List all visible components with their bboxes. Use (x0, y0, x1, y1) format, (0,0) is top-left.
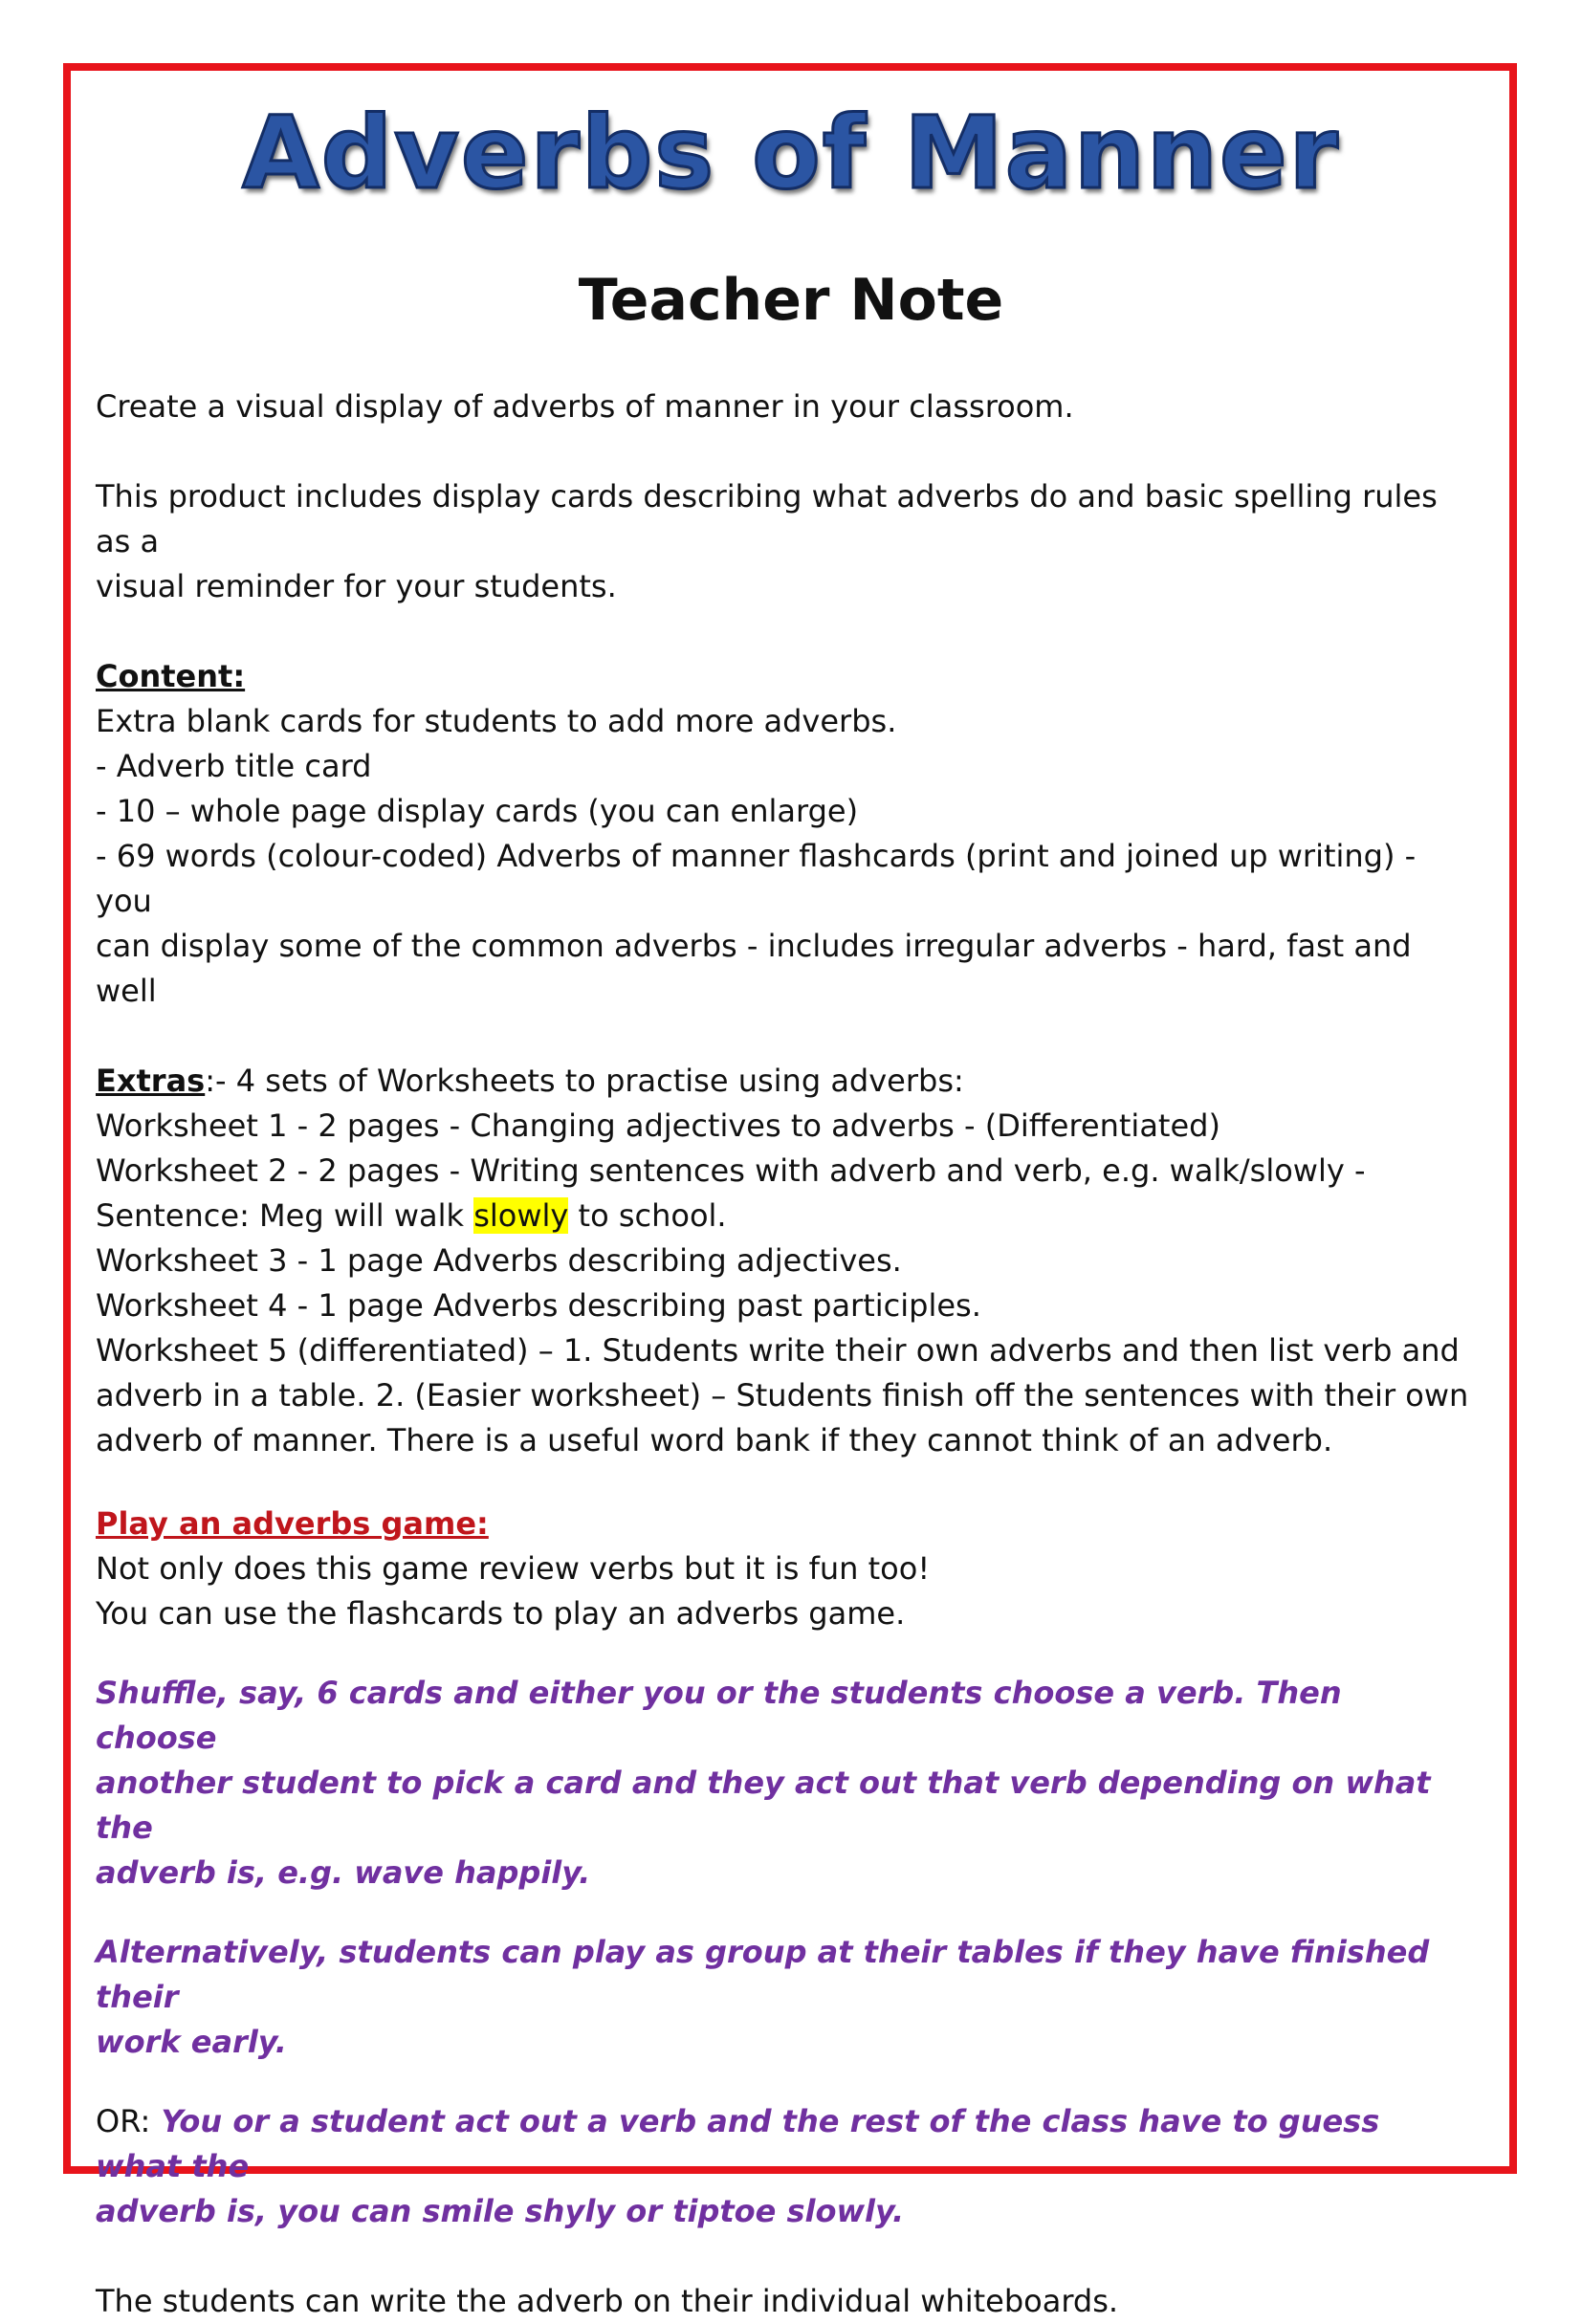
or-line-1 (96, 2099, 1473, 2189)
worksheet-5-line: adverb of manner. There is a useful word bank if they cannot think of an adverb. (96, 1422, 1333, 1458)
content-heading: Content: (96, 658, 246, 694)
content-line: - 69 words (colour-coded) Adverbs of manner flashcards (print and joined up writing) - you (96, 838, 1417, 919)
worksheet-1: Worksheet 1 - 2 pages - Changing adjectives to adverbs - (Differentiated) (96, 1107, 1220, 1144)
shuffle-line: adverb is, e.g. wave happily. (96, 1854, 591, 1891)
or-label: OR (96, 2103, 141, 2139)
worksheet-2-sentence (96, 1194, 1473, 1239)
extras-intro (96, 1059, 1473, 1104)
worksheet-5-line: Worksheet 5 (differentiated) – 1. Students write their own adverbs and then list verb and (96, 1332, 1460, 1369)
alternative-line: Alternatively, students can play as group at their tables if they have finished their (96, 1934, 1430, 2015)
or-text: You or a student act out a verb and the rest of the class have to guess what the (96, 2103, 1380, 2184)
shuffle-line: another student to pick a card and they act out that verb depending on what the (96, 1765, 1431, 1846)
document-body (96, 384, 1473, 2324)
page-title: Adverbs of Manner (242, 95, 1340, 211)
intro-line-1: Create a visual display of adverbs of manner in your classroom. (96, 388, 1074, 425)
worksheet-3: Worksheet 3 - 1 page Adverbs describing adjectives. (96, 1242, 902, 1279)
content-line: - 10 – whole page display cards (you can enlarge) (96, 793, 859, 829)
content-line: - Adverb title card (96, 748, 372, 784)
shuffle-line: Shuffle, say, 6 cards and either you or the students choose a verb. Then choose (96, 1675, 1342, 1756)
or-colon: : (140, 2103, 151, 2139)
intro-line-2a: This product includes display cards describing what adverbs do and basic spelling rules as a (96, 478, 1438, 559)
sentence-text: to school. (568, 1197, 727, 1234)
extras-heading: Extras (96, 1063, 206, 1099)
or-line-2: adverb is, you can smile shyly or tiptoe slowly. (96, 2193, 905, 2229)
game-line: Not only does this game review verbs but it is fun too! (96, 1550, 931, 1587)
game-heading: Play an adverbs game: (96, 1505, 489, 1542)
worksheet-2: Worksheet 2 - 2 pages - Writing sentences with adverb and verb, e.g. walk/slowly - (96, 1152, 1366, 1189)
highlighted-word: slowly (473, 1197, 569, 1234)
worksheet-5-line: adverb in a table. 2. (Easier worksheet) – Students finish off the sentences with their own (96, 1377, 1469, 1414)
worksheet-4: Worksheet 4 - 1 page Adverbs describing past participles. (96, 1287, 981, 1324)
content-line: Extra blank cards for students to add more adverbs. (96, 703, 897, 739)
game-line: You can use the flashcards to play an adverbs game. (96, 1595, 906, 1632)
intro-line-2b: visual reminder for your students. (96, 568, 617, 604)
extras-heading-rest: :- 4 sets of Worksheets to practise using adverbs: (205, 1063, 964, 1099)
content-line: can display some of the common adverbs - includes irregular adverbs - hard, fast and well (96, 928, 1412, 1009)
closing-line: The students can write the adverb on their individual whiteboards. (96, 2283, 1119, 2319)
alternative-line: work early. (96, 2024, 287, 2060)
sentence-text: Sentence: Meg will walk (96, 1197, 474, 1234)
page-subtitle: Teacher Note (578, 267, 1004, 334)
